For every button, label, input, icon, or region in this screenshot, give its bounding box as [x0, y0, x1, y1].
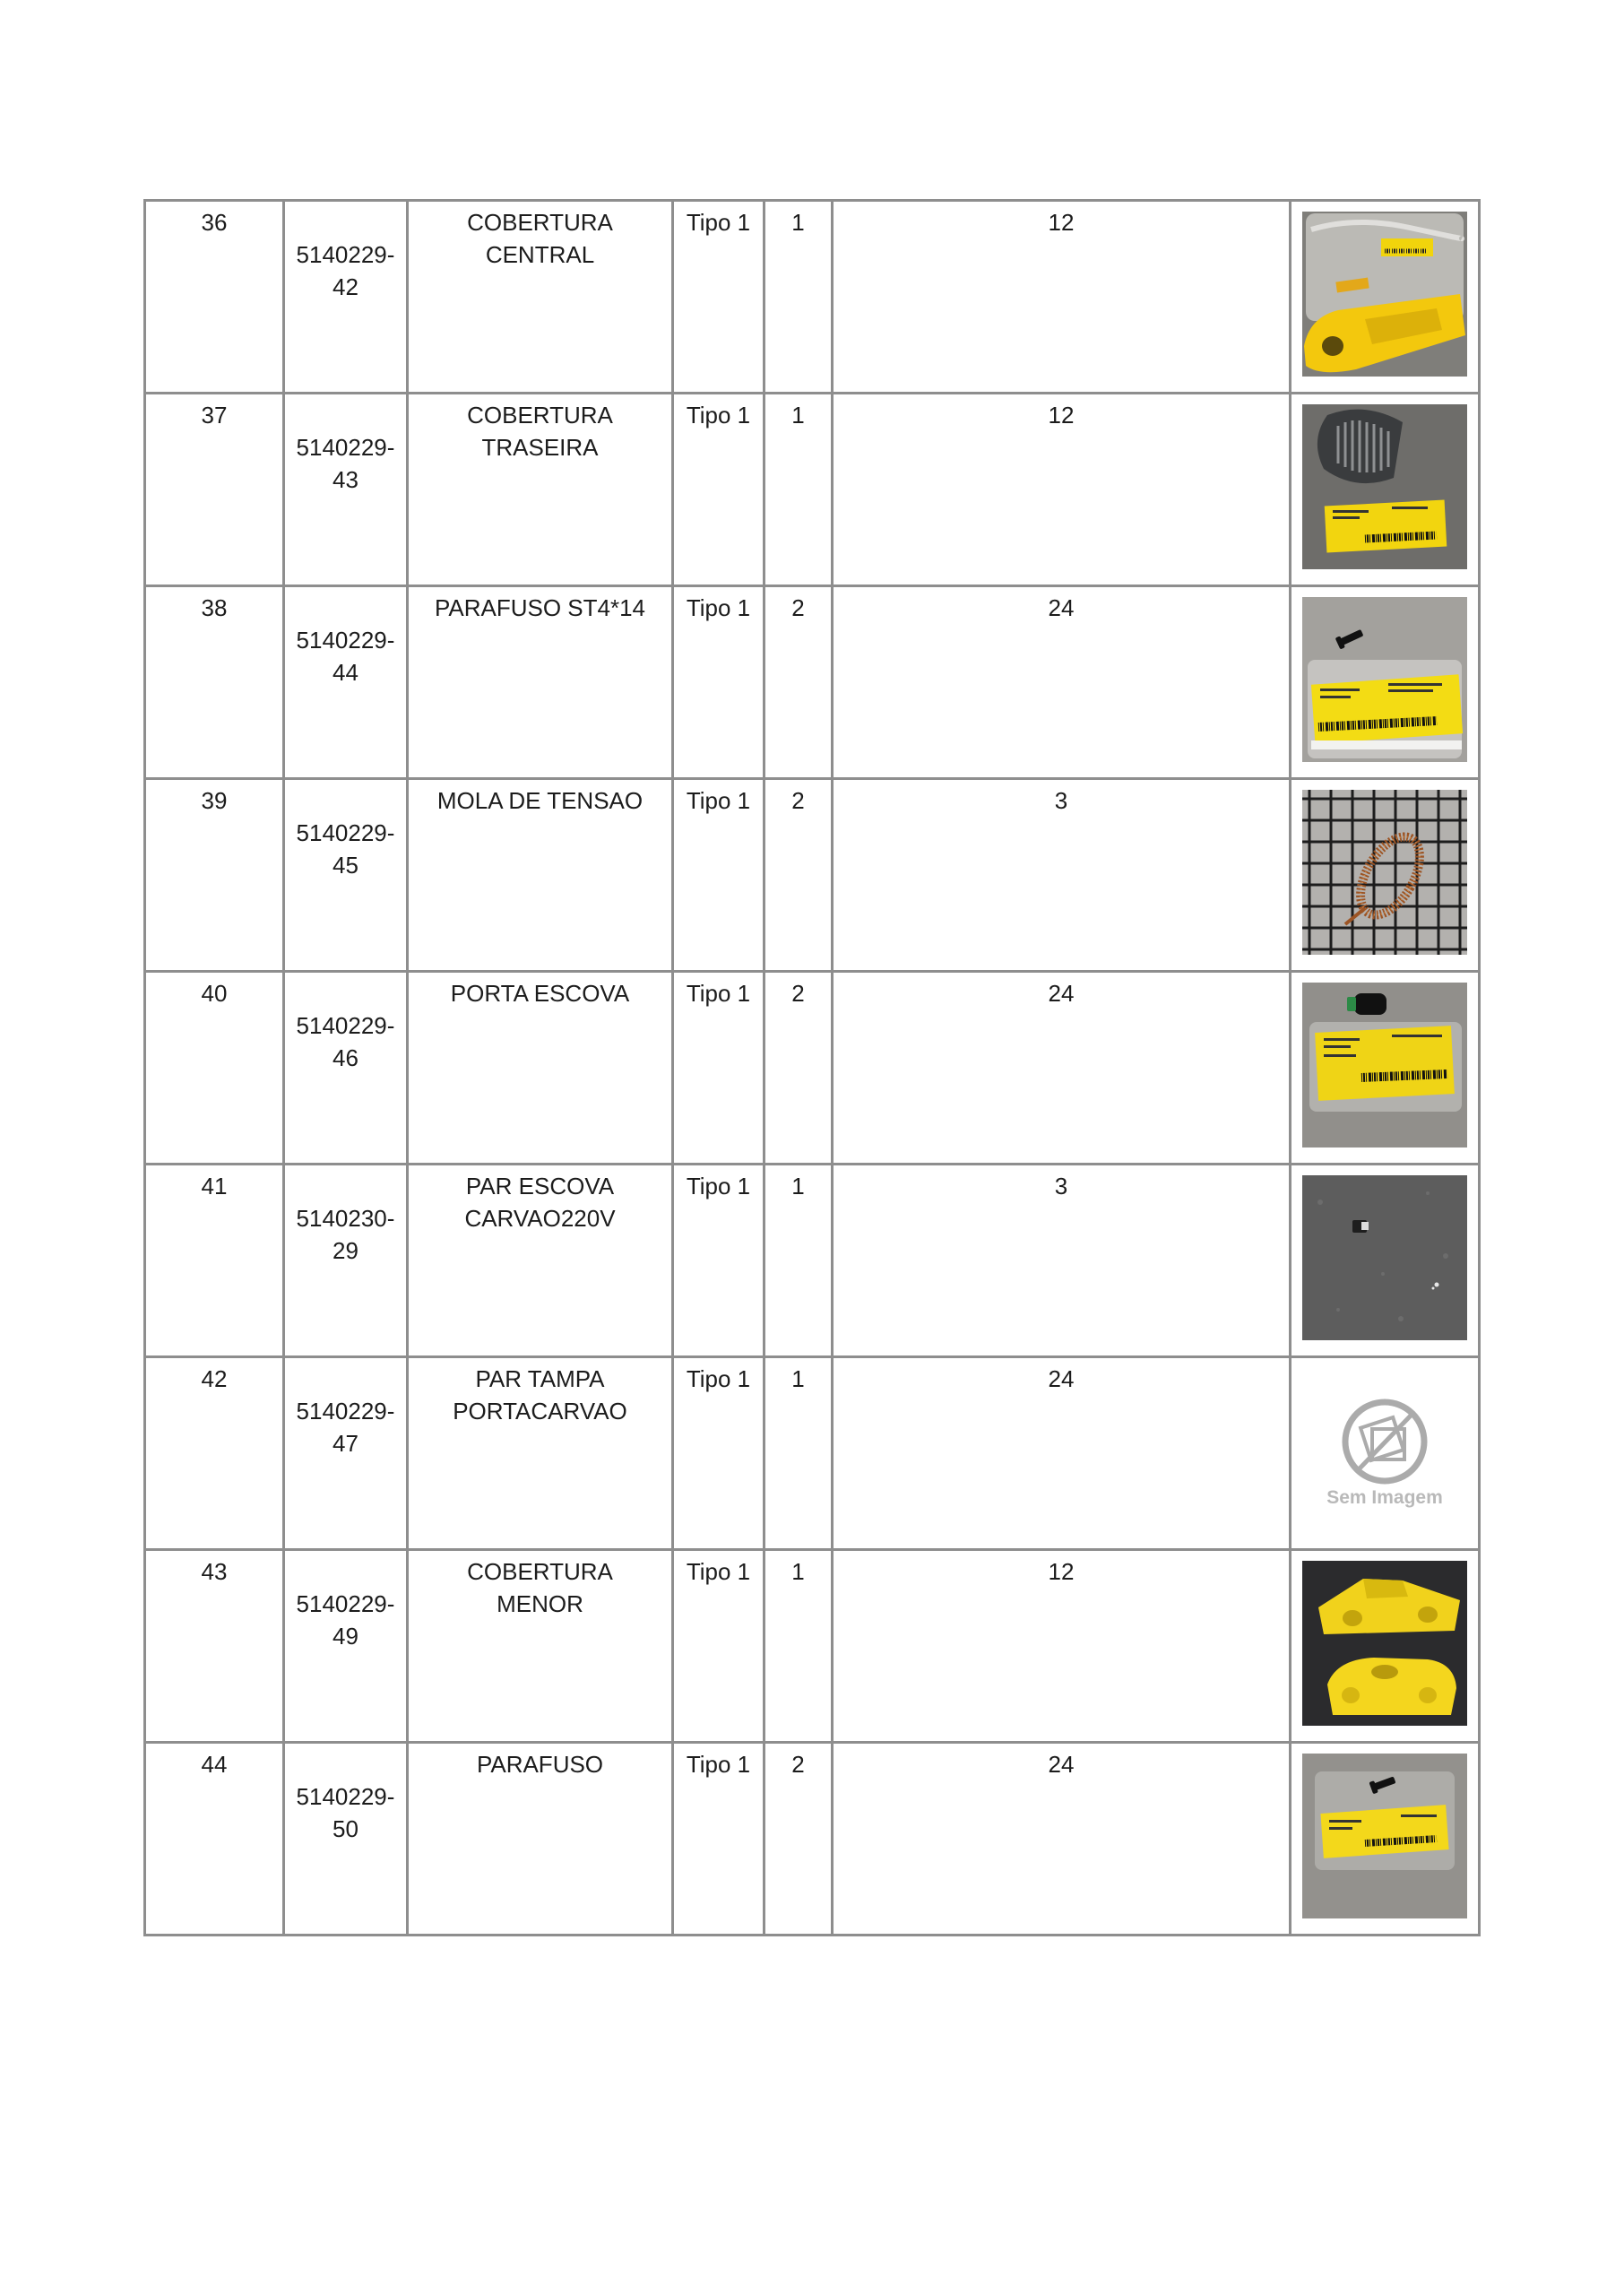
part-code: 5140229-46 [296, 1012, 395, 1071]
table-row [145, 1357, 1480, 1550]
part-code-cell [284, 394, 408, 586]
part-photo-cell [1291, 394, 1480, 586]
table-row [145, 779, 1480, 972]
cobertura-menor-photo [1302, 1561, 1467, 1726]
part-code: 5140229-45 [296, 819, 395, 879]
row-number: 36 [145, 201, 284, 394]
table-row [145, 1550, 1480, 1743]
parts-table [143, 199, 1481, 1936]
part-description: PAR TAMPA PORTACARVAO [408, 1357, 673, 1550]
part-quantity: 1 [764, 1165, 833, 1357]
part-type: Tipo 1 [673, 1743, 764, 1936]
row-number: 39 [145, 779, 284, 972]
part-total: 12 [833, 201, 1291, 394]
part-code-cell [284, 201, 408, 394]
part-quantity: 2 [764, 586, 833, 779]
part-type: Tipo 1 [673, 972, 764, 1165]
part-type: Tipo 1 [673, 779, 764, 972]
part-total: 24 [833, 586, 1291, 779]
part-type: Tipo 1 [673, 1357, 764, 1550]
table-row [145, 586, 1480, 779]
part-code-cell [284, 1357, 408, 1550]
part-photo-cell [1291, 1550, 1480, 1743]
part-description: COBERTURA CENTRAL [408, 201, 673, 394]
table-row [145, 201, 1480, 394]
part-photo-cell [1291, 779, 1480, 972]
table-row [145, 394, 1480, 586]
part-quantity: 2 [764, 972, 833, 1165]
part-description: MOLA DE TENSAO [408, 779, 673, 972]
part-description: COBERTURA TRASEIRA [408, 394, 673, 586]
part-quantity: 2 [764, 779, 833, 972]
row-number: 44 [145, 1743, 284, 1936]
part-photo-cell [1291, 1357, 1480, 1550]
part-type: Tipo 1 [673, 1550, 764, 1743]
part-type: Tipo 1 [673, 394, 764, 586]
part-type: Tipo 1 [673, 586, 764, 779]
row-number: 40 [145, 972, 284, 1165]
part-code: 5140229-44 [296, 627, 395, 686]
part-description: PARAFUSO ST4*14 [408, 586, 673, 779]
part-code-cell [284, 586, 408, 779]
part-quantity: 1 [764, 1550, 833, 1743]
part-photo-cell [1291, 1165, 1480, 1357]
row-number: 41 [145, 1165, 284, 1357]
part-total: 24 [833, 1357, 1291, 1550]
no-image-placeholder [1302, 1368, 1467, 1533]
part-code: 5140229-47 [296, 1398, 395, 1457]
row-number: 38 [145, 586, 284, 779]
part-code: 5140229-50 [296, 1783, 395, 1842]
cobertura-central-photo [1302, 212, 1467, 377]
part-total: 3 [833, 779, 1291, 972]
part-total: 3 [833, 1165, 1291, 1357]
part-code-cell [284, 972, 408, 1165]
part-type: Tipo 1 [673, 1165, 764, 1357]
part-description: COBERTURA MENOR [408, 1550, 673, 1743]
table-row [145, 1165, 1480, 1357]
part-total: 12 [833, 394, 1291, 586]
parafuso-st4-photo [1302, 597, 1467, 762]
cobertura-traseira-photo [1302, 404, 1467, 569]
no-image-label: Sem Imagem [1326, 1487, 1443, 1508]
part-photo-cell [1291, 972, 1480, 1165]
part-quantity: 1 [764, 1357, 833, 1550]
porta-escova-photo [1302, 983, 1467, 1148]
parafuso-photo [1302, 1754, 1467, 1918]
part-code-cell [284, 1550, 408, 1743]
row-number: 42 [145, 1357, 284, 1550]
row-number: 43 [145, 1550, 284, 1743]
par-escova-carvao-photo [1302, 1175, 1467, 1340]
table-row [145, 972, 1480, 1165]
part-code: 5140230-29 [296, 1205, 395, 1264]
part-quantity: 2 [764, 1743, 833, 1936]
part-code: 5140229-43 [296, 434, 395, 493]
part-quantity: 1 [764, 394, 833, 586]
part-photo-cell [1291, 201, 1480, 394]
part-total: 24 [833, 1743, 1291, 1936]
part-code-cell [284, 779, 408, 972]
row-number: 37 [145, 394, 284, 586]
part-code: 5140229-49 [296, 1590, 395, 1650]
mola-de-tensao-photo [1302, 790, 1467, 955]
part-type: Tipo 1 [673, 201, 764, 394]
part-photo-cell [1291, 586, 1480, 779]
part-total: 12 [833, 1550, 1291, 1743]
part-description: PARAFUSO [408, 1743, 673, 1936]
part-code-cell [284, 1743, 408, 1936]
part-description: PORTA ESCOVA [408, 972, 673, 1165]
part-total: 24 [833, 972, 1291, 1165]
part-description: PAR ESCOVA CARVAO220V [408, 1165, 673, 1357]
part-code-cell [284, 1165, 408, 1357]
part-code: 5140229-42 [296, 241, 395, 300]
table-row [145, 1743, 1480, 1936]
part-quantity: 1 [764, 201, 833, 394]
part-photo-cell [1291, 1743, 1480, 1936]
